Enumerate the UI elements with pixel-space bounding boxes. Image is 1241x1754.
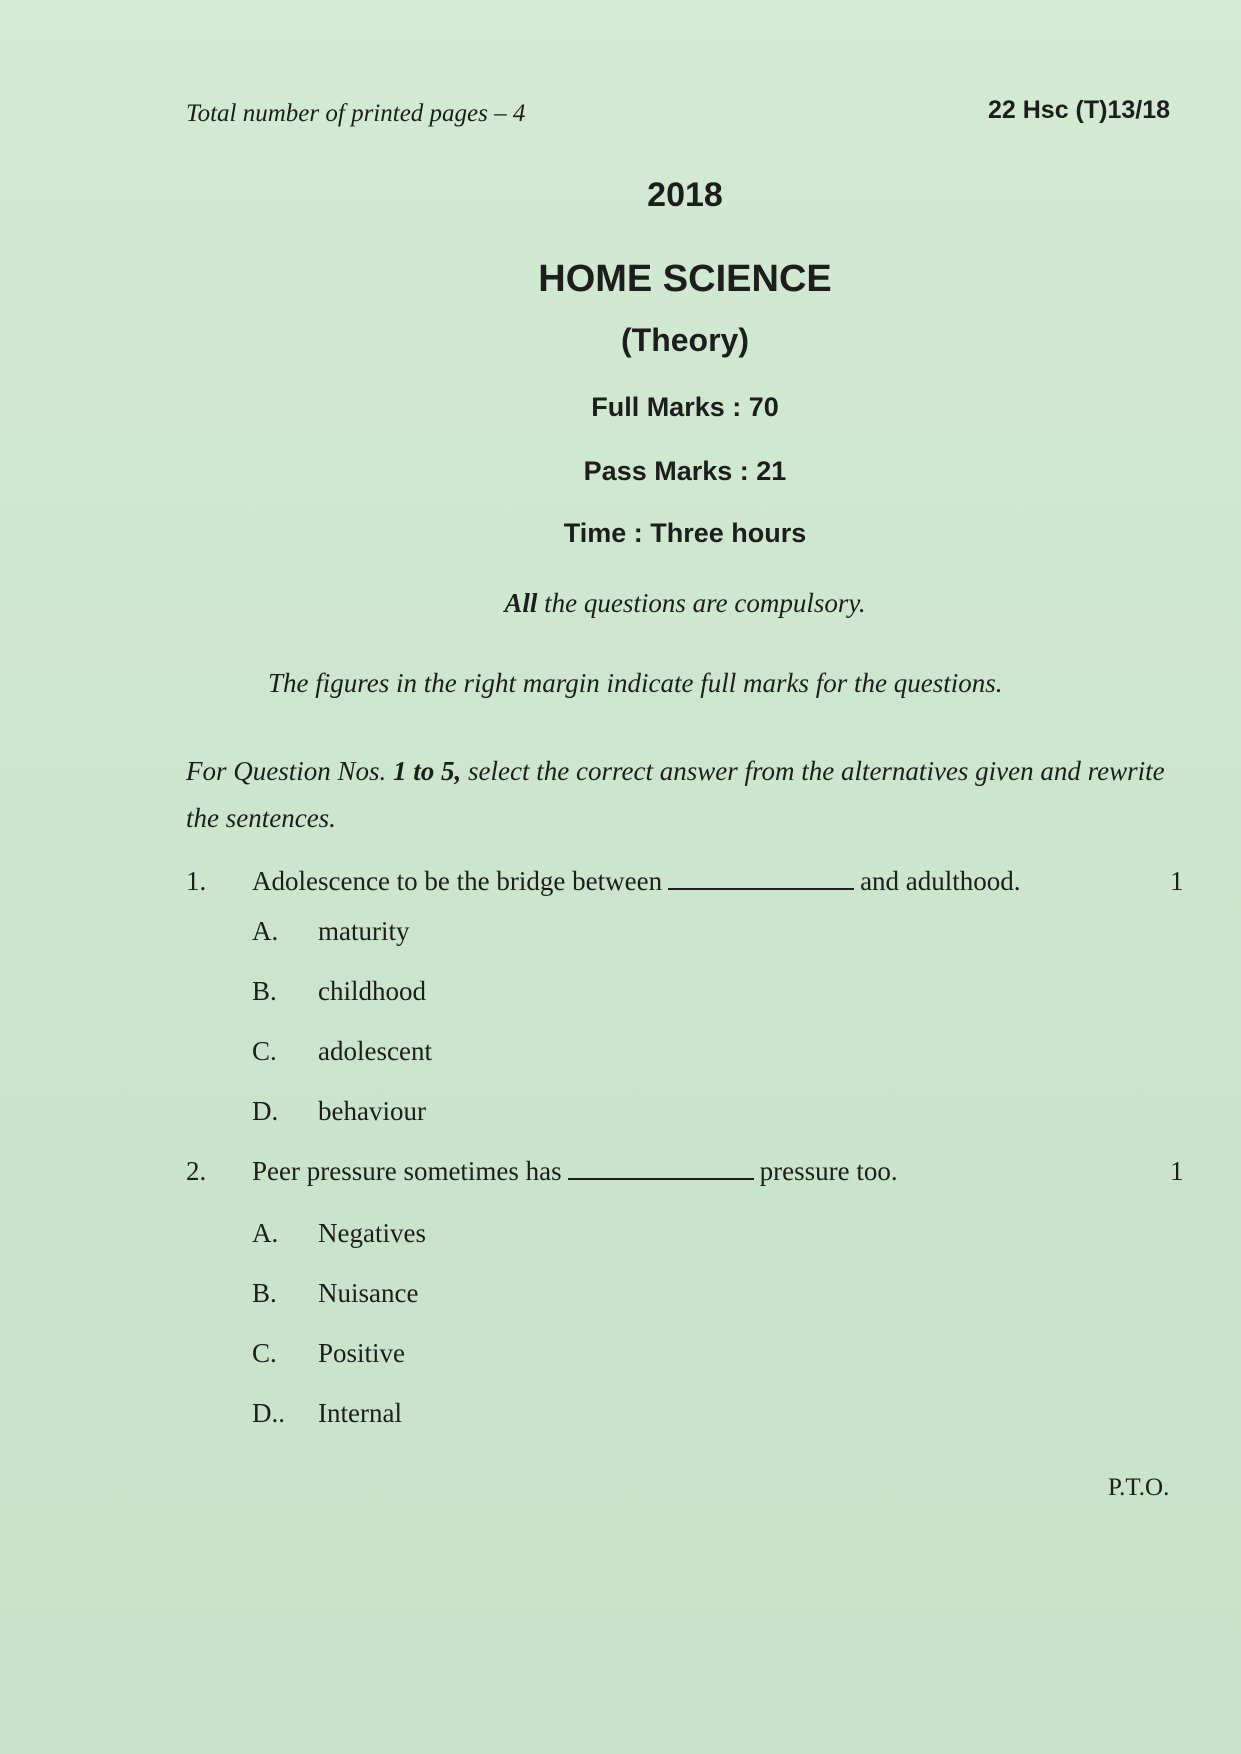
question-marks: 1 <box>1170 1156 1184 1186</box>
option-letter: B. <box>252 976 277 1006</box>
option-letter: A. <box>252 916 279 946</box>
option-letter: D. <box>252 1096 279 1126</box>
question-number: 2. <box>186 1156 207 1186</box>
question-text <box>252 1156 898 1187</box>
option-text: maturity <box>318 916 410 946</box>
subject-title: HOME SCIENCE <box>538 258 832 300</box>
option-letter: D.. <box>252 1398 285 1428</box>
question-text-after: pressure too. <box>759 1156 898 1186</box>
option-letter: A. <box>252 1218 279 1248</box>
answer-blank <box>568 1158 754 1180</box>
option-text: adolescent <box>318 1036 432 1066</box>
option-text: childhood <box>318 976 426 1006</box>
selection-range: 1 to 5, <box>393 756 462 786</box>
figures-instruction: The figures in the right margin indicate full marks for the questions. <box>268 668 1003 698</box>
option-text: Negatives <box>318 1218 426 1248</box>
please-turn-over: P.T.O. <box>1108 1474 1170 1501</box>
question-text <box>252 866 1021 897</box>
compulsory-text: the questions are compulsory. <box>537 588 866 618</box>
option-letter: B. <box>252 1278 277 1308</box>
full-marks: Full Marks : 70 <box>591 392 779 422</box>
printed-pages-note: Total number of printed pages – 4 <box>186 100 526 127</box>
option-text: Internal <box>318 1398 402 1428</box>
answer-blank <box>668 868 854 890</box>
pass-marks: Pass Marks : 21 <box>583 456 787 486</box>
exam-year: 2018 <box>647 176 723 214</box>
paper-type: (Theory) <box>621 322 749 358</box>
option-text: Positive <box>318 1338 406 1368</box>
question-text-before: Adolescence to be the bridge between <box>252 866 663 896</box>
question-marks: 1 <box>1170 866 1184 896</box>
selection-instruction <box>186 748 1196 842</box>
option-letter: C. <box>252 1036 277 1066</box>
option-letter: C. <box>252 1338 277 1368</box>
option-text: behaviour <box>318 1096 426 1126</box>
question-number: 1. <box>186 866 207 896</box>
question-text-after: and adulthood. <box>860 866 1021 896</box>
paper-code: 22 Hsc (T)13/18 <box>988 96 1171 124</box>
selection-prefix: For Question Nos. <box>186 756 394 786</box>
compulsory-instruction <box>0 588 1241 619</box>
exam-time: Time : Three hours <box>563 518 807 548</box>
compulsory-bold: All <box>504 588 538 618</box>
selection-text: select the correct answer from the alternatives given and rewrite the sentences. <box>186 756 1165 833</box>
question-text-before: Peer pressure sometimes has <box>252 1156 562 1186</box>
option-text: Nuisance <box>318 1278 419 1308</box>
